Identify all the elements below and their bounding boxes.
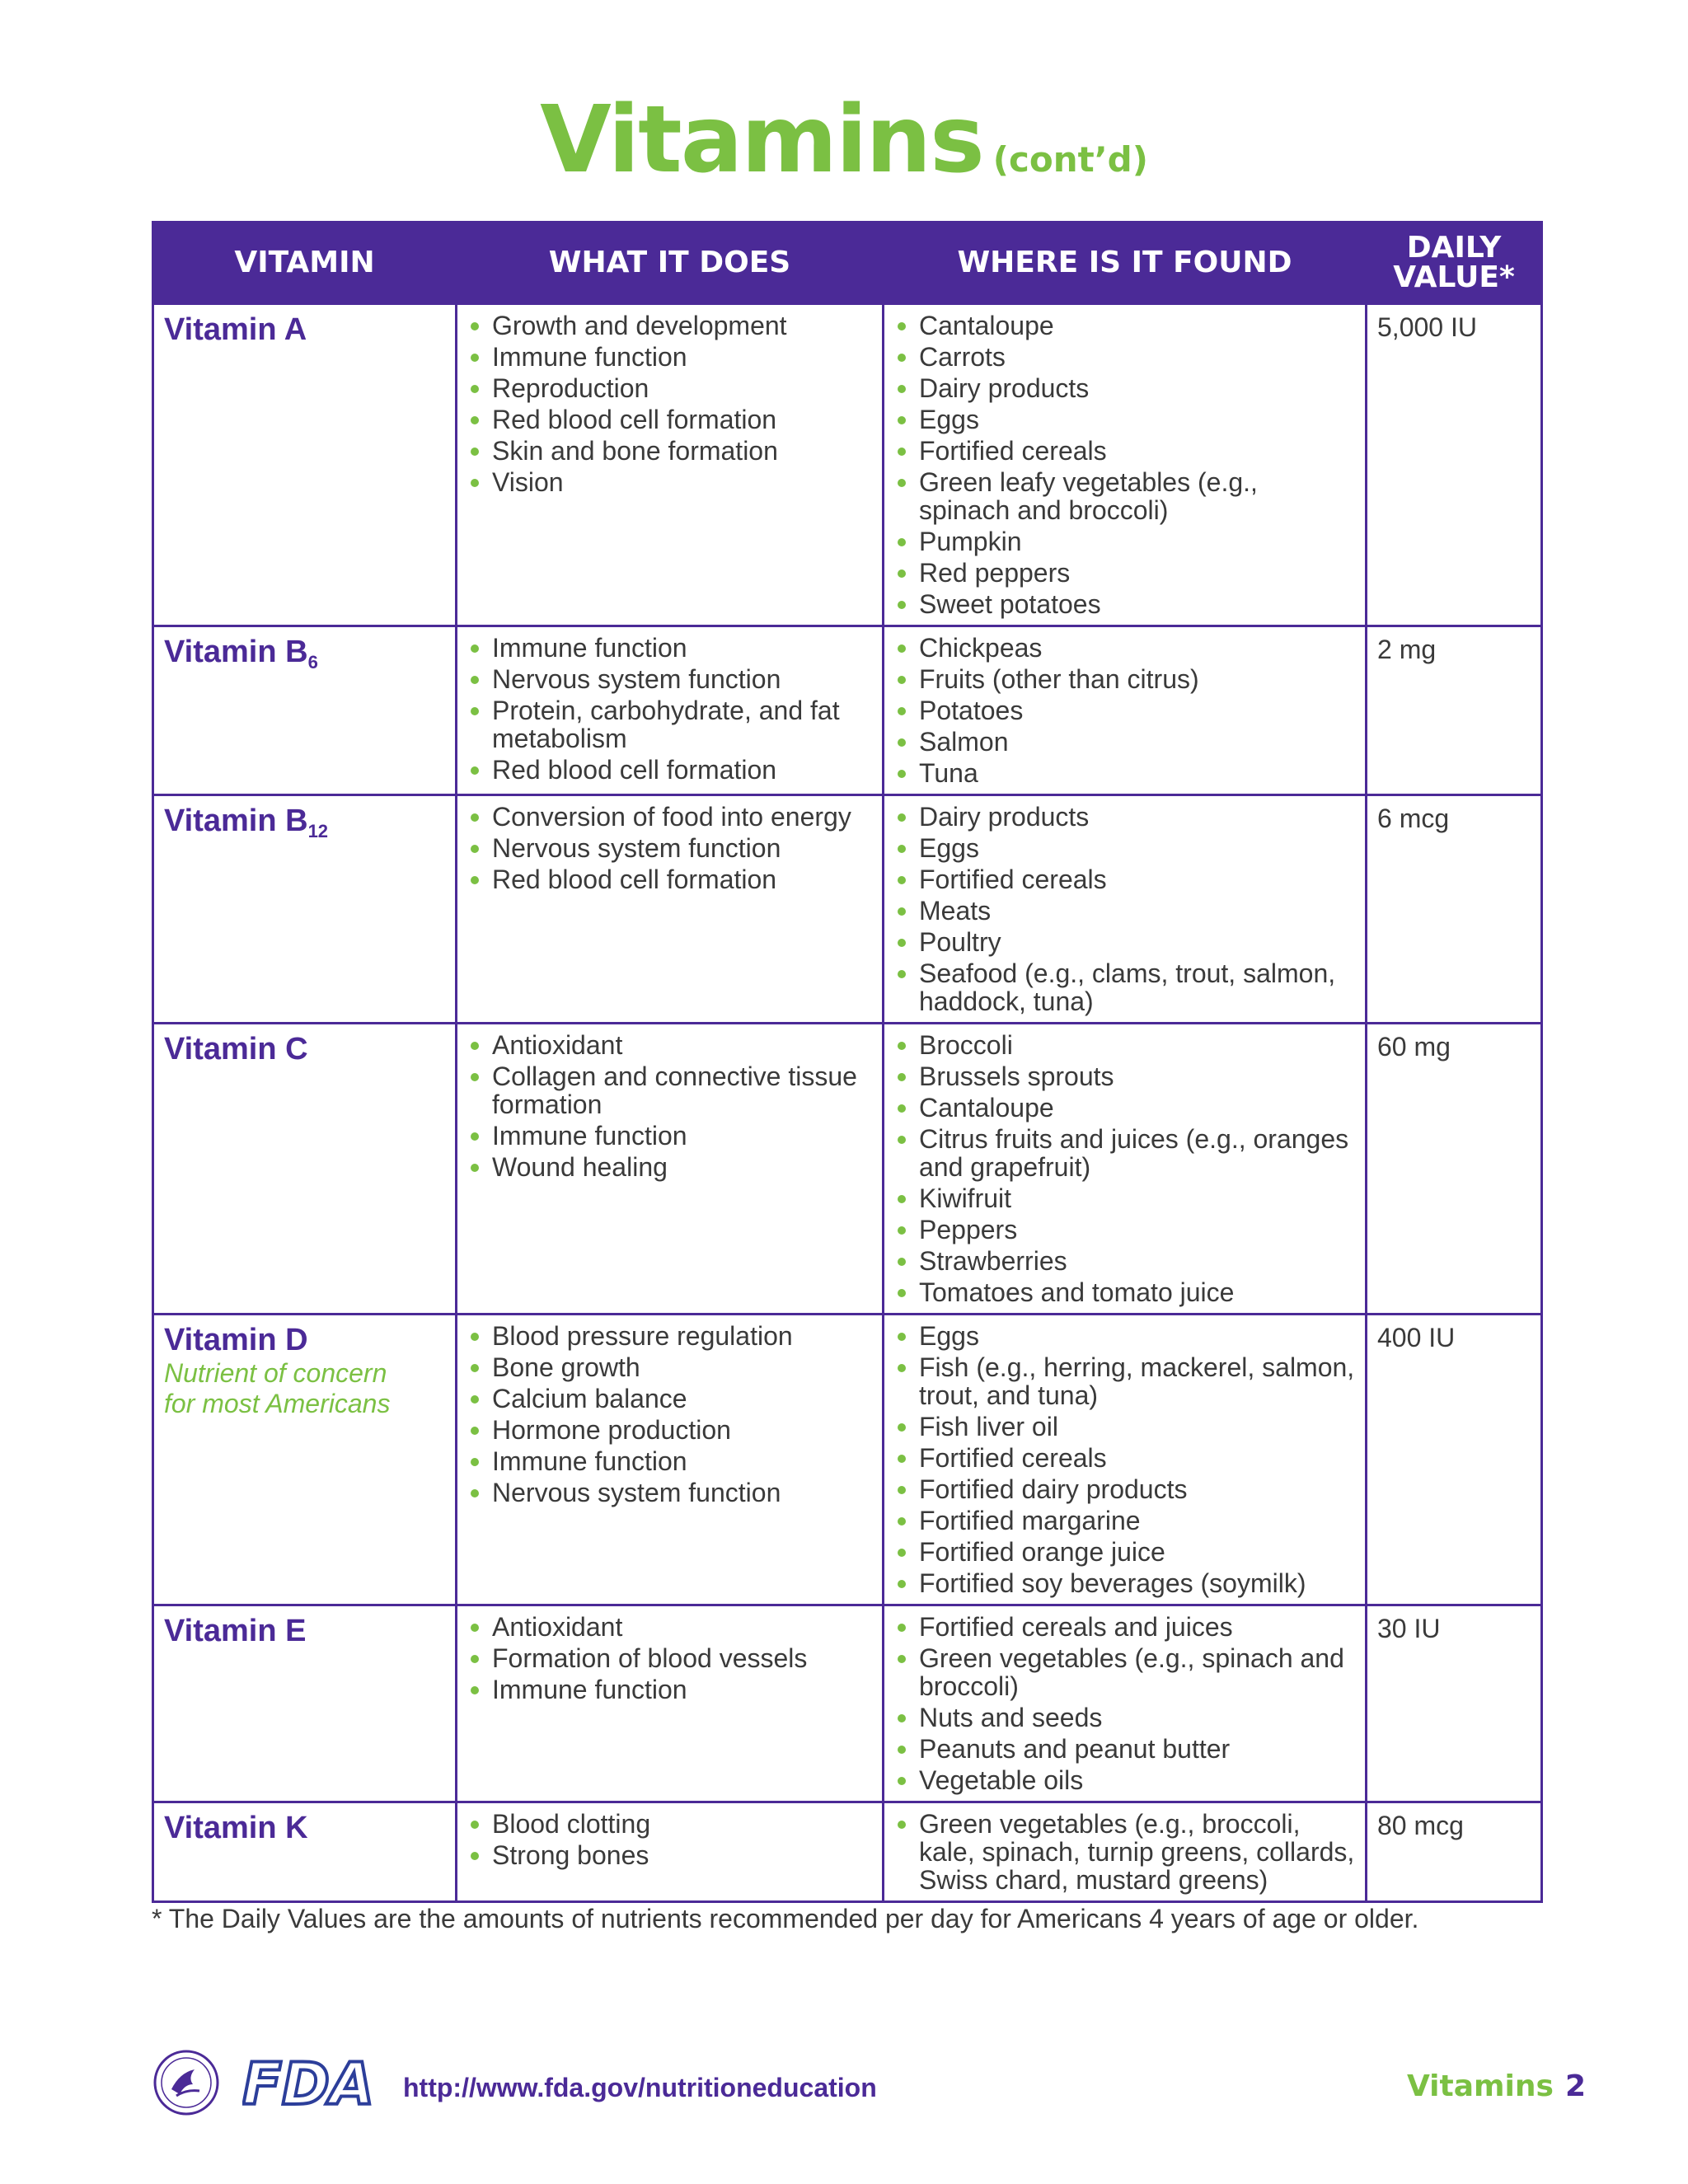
table-row	[153, 1315, 1542, 1605]
source-list	[894, 634, 1355, 787]
list-item: Green leafy vegetables (e.g., spinach and broccoli)	[894, 468, 1355, 524]
title-suffix: (cont’d)	[992, 139, 1148, 180]
vitamin-name	[164, 803, 445, 839]
list-item: Immune function	[467, 343, 872, 371]
list-item: Red blood cell formation	[467, 756, 872, 784]
list-item: Red peppers	[894, 559, 1355, 587]
list-item: Skin and bone formation	[467, 437, 872, 465]
what-it-does-cell	[457, 626, 884, 795]
list-item: Brussels sprouts	[894, 1062, 1355, 1090]
list-item: Fortified soy beverages (soymilk)	[894, 1569, 1355, 1597]
list-item: Calcium balance	[467, 1385, 872, 1413]
list-item: Fortified cereals	[894, 1444, 1355, 1472]
table-row	[153, 1024, 1542, 1315]
vitamin-cell	[153, 795, 457, 1024]
where-found-cell	[884, 795, 1367, 1024]
what-it-does-cell	[457, 1802, 884, 1902]
list-item: Tomatoes and tomato juice	[894, 1278, 1355, 1306]
list-item: Vegetable oils	[894, 1766, 1355, 1794]
list-item: Peanuts and peanut butter	[894, 1735, 1355, 1763]
list-item: Nuts and seeds	[894, 1704, 1355, 1732]
vitamin-name	[164, 312, 445, 348]
list-item: Broccoli	[894, 1031, 1355, 1059]
page-label	[1407, 2069, 1586, 2103]
fda-logo	[242, 2053, 382, 2111]
daily-value-cell: 400 IU	[1367, 1315, 1542, 1605]
list-item: Fish (e.g., herring, mackerel, salmon, trout, and tuna)	[894, 1353, 1355, 1409]
source-list	[894, 1613, 1355, 1794]
source-list	[894, 1031, 1355, 1306]
list-item: Nervous system function	[467, 665, 872, 693]
vitamin-name	[164, 1031, 445, 1067]
page-label-word: Vitamins	[1406, 2069, 1554, 2103]
list-item: Eggs	[894, 405, 1355, 434]
list-item: Fortified margarine	[894, 1507, 1355, 1535]
footnote: * The Daily Values are the amounts of nutrients recommended per day for Americans 4 years of age or older.	[152, 1904, 1419, 1933]
function-list	[467, 634, 872, 784]
table-row	[153, 795, 1542, 1024]
list-item: Fruits (other than citrus)	[894, 665, 1355, 693]
list-item: Immune function	[467, 1122, 872, 1150]
list-item: Immune function	[467, 634, 872, 662]
header-daily-value	[1367, 223, 1542, 304]
list-item: Cantaloupe	[894, 1094, 1355, 1122]
what-it-does-cell	[457, 1315, 884, 1605]
where-found-cell	[884, 304, 1367, 626]
list-item: Dairy products	[894, 374, 1355, 402]
vitamin-name	[164, 634, 445, 673]
header-daily-line1: DAILY	[1406, 231, 1502, 265]
table-header-row	[153, 223, 1542, 304]
vitamin-cell	[153, 1024, 457, 1315]
list-item: Eggs	[894, 834, 1355, 862]
list-item: Red blood cell formation	[467, 405, 872, 434]
source-list	[894, 1810, 1355, 1894]
list-item: Sweet potatoes	[894, 590, 1355, 618]
list-item: Carrots	[894, 343, 1355, 371]
list-item: Blood pressure regulation	[467, 1322, 872, 1350]
page-number: 2	[1564, 2069, 1586, 2103]
daily-value-cell: 2 mg	[1367, 626, 1542, 795]
daily-value-cell: 80 mcg	[1367, 1802, 1542, 1902]
list-item: Peppers	[894, 1216, 1355, 1244]
list-item: Fish liver oil	[894, 1413, 1355, 1441]
what-it-does-cell	[457, 304, 884, 626]
list-item: Hormone production	[467, 1416, 872, 1444]
list-item: Bone growth	[467, 1353, 872, 1381]
list-item: Antioxidant	[467, 1613, 872, 1641]
list-item: Vision	[467, 468, 872, 496]
vitamin-cell	[153, 1315, 457, 1605]
list-item: Poultry	[894, 928, 1355, 956]
where-found-cell	[884, 1802, 1367, 1902]
list-item: Salmon	[894, 728, 1355, 756]
vitamin-subscript: 12	[307, 821, 329, 841]
list-item: Collagen and connective tissue formation	[467, 1062, 872, 1118]
list-item: Nervous system function	[467, 834, 872, 862]
list-item: Citrus fruits and juices (e.g., oranges and grapefruit)	[894, 1125, 1355, 1181]
vitamin-name	[164, 1613, 445, 1649]
list-item: Pumpkin	[894, 527, 1355, 555]
vitamin-subscript: 6	[307, 652, 318, 673]
footer-url-link[interactable]: http://www.fda.gov/nutritioneducation	[403, 2073, 877, 2102]
list-item: Immune function	[467, 1447, 872, 1475]
function-list	[467, 312, 872, 496]
list-item: Blood clotting	[467, 1810, 872, 1838]
vitamin-cell	[153, 1605, 457, 1802]
where-found-cell	[884, 1605, 1367, 1802]
daily-value-cell: 6 mcg	[1367, 795, 1542, 1024]
vitamin-cell	[153, 626, 457, 795]
function-list	[467, 1613, 872, 1704]
list-item: Green vegetables (e.g., spinach and broccoli)	[894, 1644, 1355, 1700]
list-item: Conversion of food into energy	[467, 803, 872, 831]
vitamin-name	[164, 1810, 445, 1846]
list-item: Red blood cell formation	[467, 865, 872, 893]
list-item: Protein, carbohydrate, and fat metabolism	[467, 696, 872, 752]
list-item: Dairy products	[894, 803, 1355, 831]
source-list	[894, 803, 1355, 1015]
daily-value-cell: 60 mg	[1367, 1024, 1542, 1315]
vitamin-name-text: Vitamin C	[164, 1032, 308, 1066]
function-list	[467, 803, 872, 893]
what-it-does-cell	[457, 1024, 884, 1315]
where-found-cell	[884, 1024, 1367, 1315]
list-item: Immune function	[467, 1675, 872, 1704]
vitamin-name-text: Vitamin B	[164, 635, 308, 669]
list-item: Fortified orange juice	[894, 1538, 1355, 1566]
where-found-cell	[884, 626, 1367, 795]
vitamin-name-text: Vitamin B	[164, 804, 308, 838]
vitamin-name	[164, 1322, 445, 1358]
list-item: Strawberries	[894, 1247, 1355, 1275]
fda-logo-text: FDA	[242, 2053, 375, 2111]
header-daily-line2: VALUE*	[1393, 260, 1515, 294]
vitamin-note: Nutrient of concern	[164, 1358, 387, 1388]
list-item: Tuna	[894, 759, 1355, 787]
header-what-it-does: WHAT IT DOES	[457, 223, 884, 304]
where-found-cell	[884, 1315, 1367, 1605]
title-main: Vitamins	[540, 87, 983, 194]
header-where-found: WHERE IS IT FOUND	[884, 223, 1367, 304]
hhs-seal-icon	[152, 2048, 221, 2117]
table-row	[153, 304, 1542, 626]
vitamin-cell	[153, 304, 457, 626]
footer	[152, 2048, 1586, 2122]
what-it-does-cell	[457, 1605, 884, 1802]
list-item: Green vegetables (e.g., broccoli, kale, spinach, turnip greens, collards, Swiss chard, mustard greens)	[894, 1810, 1355, 1894]
list-item: Kiwifruit	[894, 1184, 1355, 1212]
list-item: Cantaloupe	[894, 312, 1355, 340]
list-item: Reproduction	[467, 374, 872, 402]
list-item: Seafood (e.g., clams, trout, salmon, haddock, tuna)	[894, 959, 1355, 1015]
page-title	[0, 87, 1688, 194]
vitamin-note: for most Americans	[164, 1389, 391, 1418]
list-item: Fortified dairy products	[894, 1475, 1355, 1503]
table-row	[153, 626, 1542, 795]
table-row	[153, 1605, 1542, 1802]
list-item: Chickpeas	[894, 634, 1355, 662]
vitamin-name-text: Vitamin K	[164, 1811, 308, 1845]
function-list	[467, 1031, 872, 1181]
function-list	[467, 1322, 872, 1507]
vitamin-cell	[153, 1802, 457, 1902]
vitamin-name-text: Vitamin A	[164, 312, 307, 347]
header-vitamin: VITAMIN	[153, 223, 457, 304]
daily-value-cell: 30 IU	[1367, 1605, 1542, 1802]
list-item: Antioxidant	[467, 1031, 872, 1059]
list-item: Fortified cereals and juices	[894, 1613, 1355, 1641]
source-list	[894, 1322, 1355, 1597]
list-item: Eggs	[894, 1322, 1355, 1350]
vitamin-name-text: Vitamin E	[164, 1614, 307, 1648]
table-row	[153, 1802, 1542, 1902]
list-item: Formation of blood vessels	[467, 1644, 872, 1672]
function-list	[467, 1810, 872, 1869]
list-item: Fortified cereals	[894, 437, 1355, 465]
daily-value-cell: 5,000 IU	[1367, 304, 1542, 626]
list-item: Fortified cereals	[894, 865, 1355, 893]
list-item: Meats	[894, 897, 1355, 925]
list-item: Growth and development	[467, 312, 872, 340]
vitamins-table	[152, 221, 1543, 1903]
list-item: Strong bones	[467, 1841, 872, 1869]
list-item: Potatoes	[894, 696, 1355, 724]
source-list	[894, 312, 1355, 618]
vitamin-name-text: Vitamin D	[164, 1323, 308, 1357]
list-item: Nervous system function	[467, 1479, 872, 1507]
what-it-does-cell	[457, 795, 884, 1024]
list-item: Wound healing	[467, 1153, 872, 1181]
